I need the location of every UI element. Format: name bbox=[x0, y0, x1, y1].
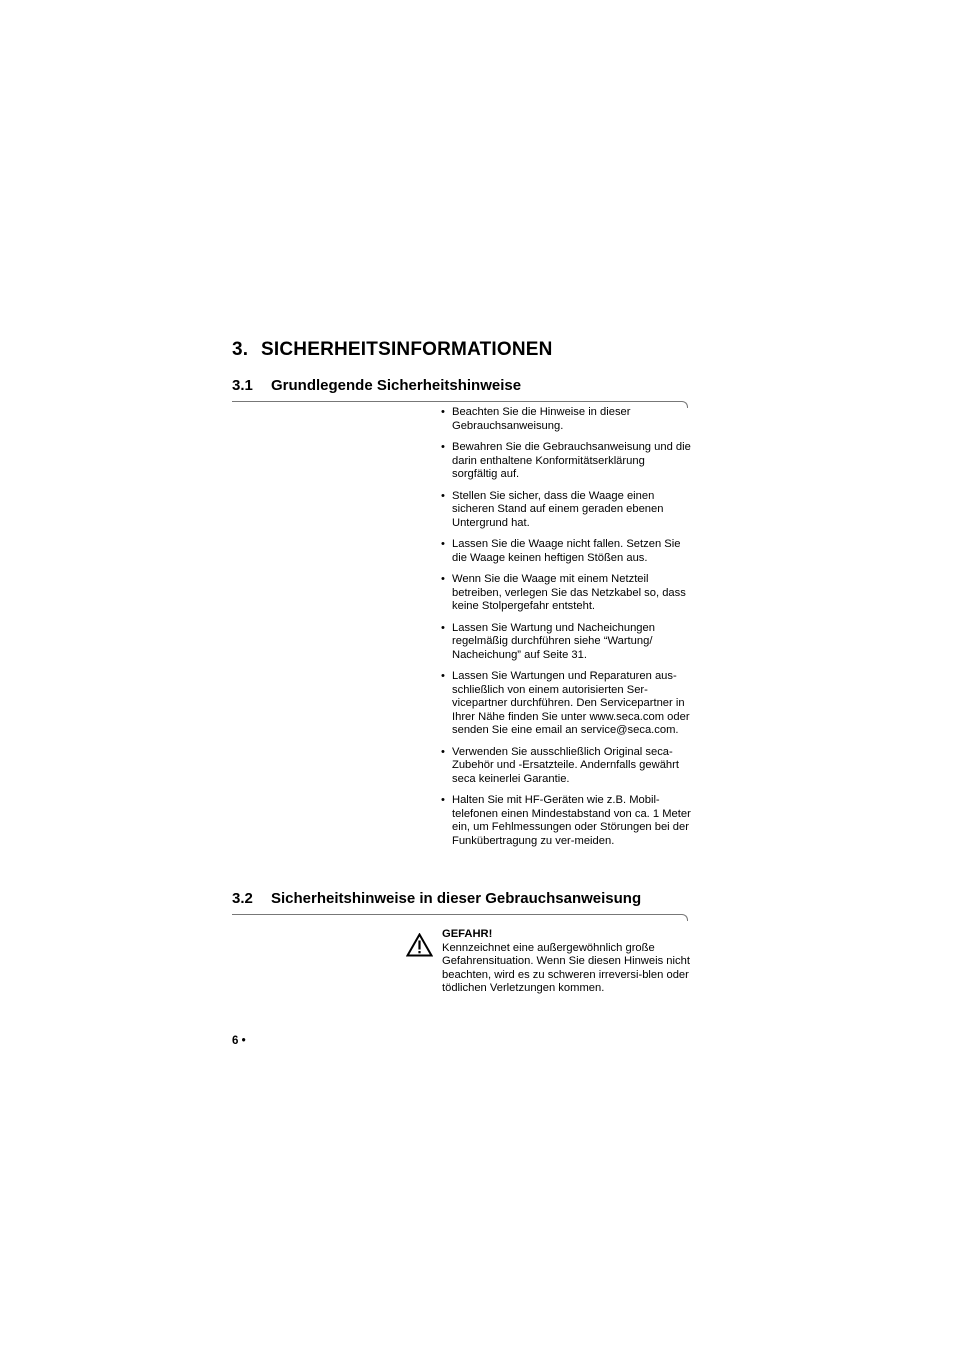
danger-description: Kennzeichnet eine außergewöhnlich große Gefahrensituation. Wenn Sie diesen Hinweis nicht beachten, wird es zu schweren irreversi-blen oder tödlichen Verletzungen kommen. bbox=[442, 941, 690, 994]
section-rule bbox=[232, 401, 682, 402]
list-item: • Wenn Sie die Waage mit einem Netzteil betreiben, verlegen Sie das Netzkabel so, dass keine Stolpergefahr entsteht. bbox=[441, 573, 693, 614]
list-item: • Verwenden Sie ausschließlich Original seca-Zubehör und -Ersatzteile. Andernfalls gewährt seca keinerlei Garantie. bbox=[441, 746, 693, 787]
list-item: • Lassen Sie die Waage nicht fallen. Setzen Sie die Waage keinen heftigen Stößen aus. bbox=[441, 538, 693, 565]
list-item: • Beachten Sie die Hinweise in dieser Gebrauchsanweisung. bbox=[441, 406, 693, 433]
list-item: • Bewahren Sie die Gebrauchsanweisung und die darin enthaltene Konformitätserklärung sorgfältig auf. bbox=[441, 441, 693, 482]
subsection-title: Grundlegende Sicherheitshinweise bbox=[271, 377, 522, 394]
danger-notice bbox=[442, 928, 694, 996]
subsection-heading-3-1 bbox=[232, 377, 521, 394]
subsection-number: 3.1 bbox=[232, 377, 253, 394]
subsection-heading-3-2 bbox=[232, 890, 641, 907]
list-item: • Halten Sie mit HF-Geräten wie z.B. Mobil-telefonen einen Mindestabstand von ca. 1 Meter ein, um Fehlmessungen oder Störungen bei der Funkübertragung zu ver-meiden. bbox=[441, 794, 693, 848]
section-heading bbox=[232, 339, 553, 361]
warning-triangle-icon bbox=[406, 933, 433, 957]
list-item: • Stellen Sie sicher, dass die Waage einen sicheren Stand auf einem geraden ebenen Untergrund hat. bbox=[441, 490, 693, 531]
subsection-title: Sicherheitshinweise in dieser Gebrauchsanweisung bbox=[271, 890, 642, 907]
section-rule bbox=[232, 914, 682, 915]
subsection-number: 3.2 bbox=[232, 890, 253, 907]
section-rule-hook bbox=[681, 914, 688, 921]
section-number: 3. bbox=[232, 339, 249, 360]
danger-label: GEFAHR! bbox=[442, 928, 493, 940]
page-number: 6 • bbox=[232, 1035, 246, 1047]
list-item: • Lassen Sie Wartung und Nacheichungen regelmäßig durchführen siehe “Wartung/ Nacheichung” auf Seite 31. bbox=[441, 622, 693, 663]
list-item: • Lassen Sie Wartungen und Reparaturen aus-schließlich von einem autorisierten Ser-vicepartner durchführen. Den Servicepartner in Ihrer Nähe finden Sie unter www.seca.com oder senden Sie eine email an service@seca.com. bbox=[441, 670, 693, 738]
section-title: SICHERHEITSINFORMATIONEN bbox=[261, 339, 553, 360]
safety-instructions-list bbox=[441, 406, 693, 856]
